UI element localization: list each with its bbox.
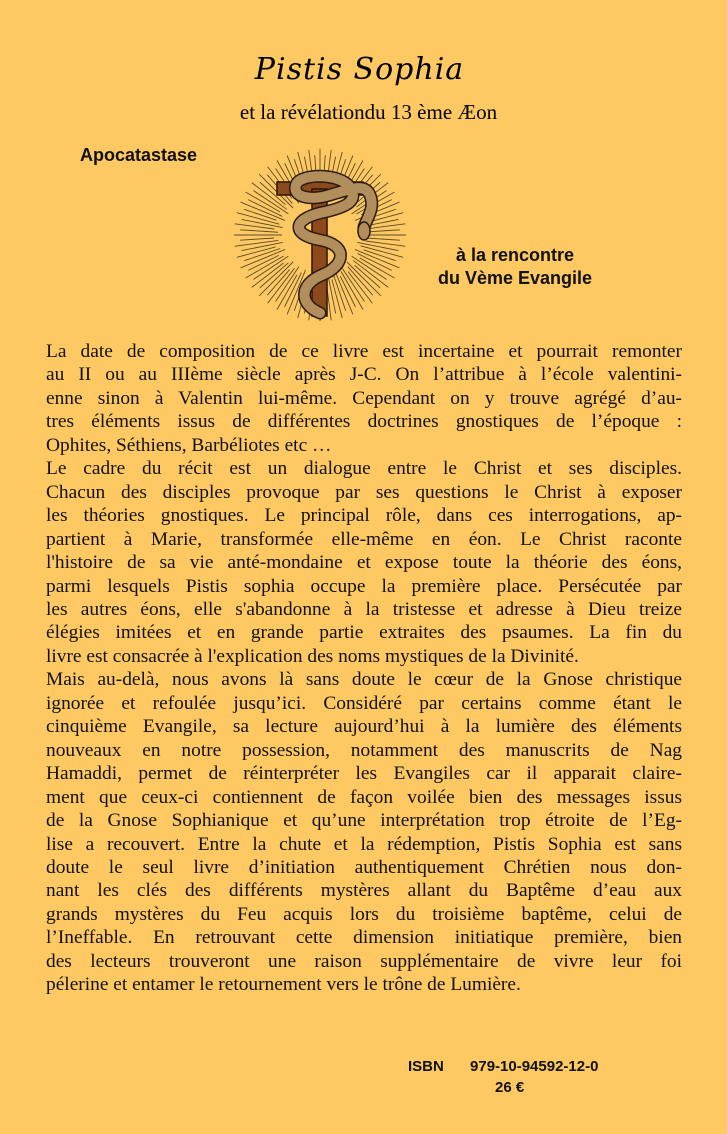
blurb-line: Ophites, Séthiens, Barbéliotes etc … [46, 434, 332, 456]
tagline-vth-gospel [438, 244, 592, 290]
sunburst-ray [240, 238, 274, 240]
blurb-line: des lecteurs trouveront une raison supplémentaire de vivre leur foi [46, 950, 682, 972]
blurb-line: Mais au-delà, nous avons là sans doute le cœur de la Gnose christique [46, 669, 682, 691]
blurb-line: grands mystères du Feu acquis lors du troisième baptême, celui de [46, 903, 682, 925]
blurb-line: doute le seul livre d’initiation authentiquement Chrétien nous don- [46, 856, 682, 878]
blurb-line: ignorée et refoulée jusqu’ici. Considéré par certains comme étant le [46, 692, 682, 714]
tagline-apocatastase: Apocatastase [80, 145, 198, 165]
blurb-line: lise a recouvert. Entre la chute et la rédemption, Pistis Sophia est sans [46, 833, 682, 855]
serpent-on-tau-cross-with-sunburst-icon [230, 145, 410, 325]
serpent [295, 176, 371, 313]
blurb-line: pélerine et entamer le retournement vers le trône de Lumière. [46, 974, 521, 996]
blurb-line: l'histoire de sa vie anté-mondaine et expose toute la théorie des éons, [46, 552, 682, 574]
isbn-label: ISBN [408, 1058, 444, 1075]
blurb-line: enne sinon à Valentin lui-même. Cependant on y trouve agrégé d’au- [46, 387, 682, 409]
blurb-line: partient à Marie, transformée elle-même en éon. Le Christ raconte [46, 528, 682, 550]
blurb-line: l’Ineffable. En retrouvant cette dimension initiatique première, bien [46, 927, 682, 949]
tagline-right-line-1: à la rencontre [456, 245, 575, 265]
blurb-line: au II ou au IIIème siècle après J-C. On l’attribue à l’école valentini- [46, 364, 682, 386]
blurb-line: Hamaddi, permet de réinterpréter les Evangiles car il apparait claire- [46, 763, 682, 785]
blurb-line: La date de composition de ce livre est incertaine et pourrait remonter [46, 341, 682, 362]
sunburst-ray [366, 230, 400, 232]
isbn [408, 1058, 598, 1075]
blurb-line: élégies imitées et en grande partie extraites des psaumes. La fin du [46, 622, 682, 644]
book-title: Pistis Sophia [254, 52, 465, 87]
blurb-line: cinquième Evangile, sa lecture aujourd’hui à la lumière des éléments [46, 716, 682, 738]
book-subtitle: et la révélationdu 13 ème Æon [239, 100, 498, 124]
tagline-right-line-2: du Vème Evangile [438, 268, 593, 288]
blurb-line: livre est consacrée à l'explication des noms mystiques de la Divinité. [46, 645, 579, 667]
blurb-line: les autres éons, elle s'abandonne à la tristesse et adresse à Dieu treize [46, 598, 682, 620]
blurb-line: de la Gnose Sophianique et qu’une interprétation trop étroite de l’Eg- [46, 810, 682, 832]
sunburst-ray [235, 240, 279, 246]
blurb-line: tres éléments issus de différentes doctrines gnostiques de l’époque : [46, 411, 682, 433]
blurb-text [46, 340, 682, 997]
blurb-line: parmi lesquels Pistis sophia occupe la première place. Persécutée par [46, 575, 682, 597]
blurb-line: nant les clés des différents mystères allant du Baptême d’eau aux [46, 880, 682, 902]
blurb-line: Le cadre du récit est un dialogue entre le Christ et ses disciples. [46, 458, 682, 480]
isbn-value: 979-10-94592-12-0 [470, 1058, 599, 1075]
sunburst-ray [240, 230, 278, 232]
blurb-line: les théories gnostiques. Le principal rôle, dans ces interrogations, ap- [46, 505, 682, 527]
blurb-line: ment que ceux-ci contiennent de façon voilée bien des messages issus [46, 786, 682, 808]
blurb-line: Chacun des disciples provoque par ses questions le Christ à exposer [46, 481, 682, 503]
blurb-line: nouveaux en notre possession, notamment des manuscrits de Nag [46, 739, 682, 761]
price: 26 € [495, 1079, 525, 1096]
